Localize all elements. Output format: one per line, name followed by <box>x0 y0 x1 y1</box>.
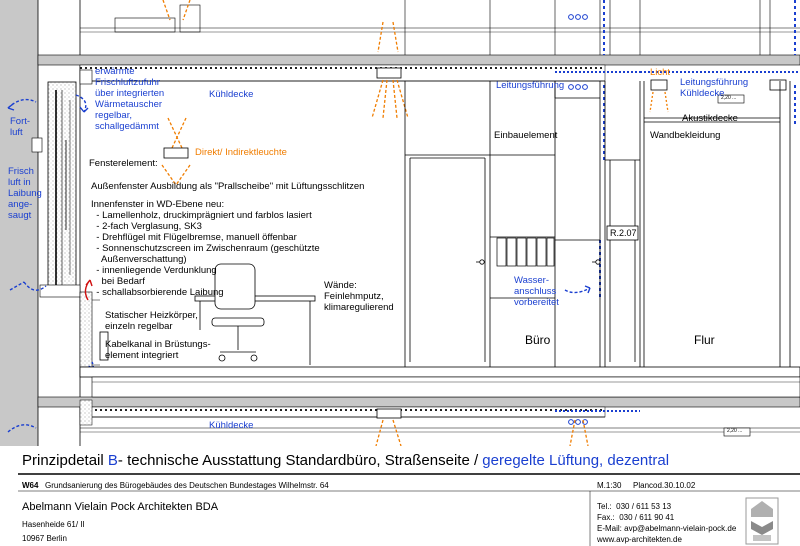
office-city: 10967 Berlin <box>22 534 67 543</box>
label-akustikdecke: Akustikdecke <box>682 113 738 124</box>
drawing-title <box>22 452 669 469</box>
label-wasseranschluss: Wasser- anschluss vorbereitet <box>514 275 559 308</box>
avp-logo <box>745 497 779 545</box>
label-leitung-kuehldecke: Leitungsführung Kühldecke <box>680 77 749 99</box>
light-orange-ticks <box>650 92 668 112</box>
project-name: Grundsanierung des Bürogebäudes des Deutschen Bundestages Wilhelmstr. 64 <box>45 481 329 490</box>
room-number: R.2.07 <box>610 228 637 238</box>
label-waende: Wände: Feinlehmputz, klimaregulierend <box>324 280 394 313</box>
room-label-buero: Büro <box>525 333 551 347</box>
label-leitungsfuehrung: Leitungsführung <box>496 80 565 91</box>
dimension-tag-bottom: 2,20 ... <box>727 428 743 434</box>
title-part-3: - technische Ausstattung Standardbüro, Straßenseite / <box>117 452 483 469</box>
dimension-tag-top: 2,20 ... <box>721 95 737 101</box>
title-part-4: geregelte Lüftung, dezentral <box>482 452 670 469</box>
label-leuchte: Direkt/ Indirektleuchte <box>195 147 287 158</box>
title-part-1: Prinzipdetail <box>22 452 108 469</box>
label-kabelkanal: Kabelkanal in Brüstungs- element integriert <box>105 339 211 361</box>
office-name: Abelmann Vielain Pock Architekten BDA <box>22 501 219 513</box>
label-aussenfenster: Außenfenster Ausbildung als "Prallscheibe" mit Lüftungsschlitzen <box>91 181 365 192</box>
label-wandbekleidung: Wandbekleidung <box>650 130 721 141</box>
office-fax: Fax.: 030 / 611 90 41 <box>597 513 675 522</box>
floor-slab <box>80 367 800 397</box>
label-einbauelement: Einbauelement <box>494 130 558 141</box>
office-street: Hasenheide 61/ II <box>22 520 85 529</box>
label-frischluft: Frisch luft in Laibung ange- saugt <box>8 166 42 221</box>
office-tel: Tel.: 030 / 611 53 13 <box>597 502 672 511</box>
shelf-binders <box>497 238 554 266</box>
room-label-flur: Flur <box>694 333 715 347</box>
plancode: Plancod.30.10.02 <box>633 481 696 490</box>
label-kuehldecke-top: Kühldecke <box>209 89 254 100</box>
label-licht: Licht <box>650 67 671 78</box>
label-heizkoerper: Statischer Heizkörper, einzeln regelbar <box>105 310 198 332</box>
scale: M.1:30 <box>597 481 622 490</box>
office-web: www.avp-architekten.de <box>597 535 682 544</box>
office-email: E-Mail: avp@abelmann-vielain-pock.de <box>597 524 737 533</box>
label-fensterelement: Fensterelement: <box>89 158 158 169</box>
title-part-2: B <box>107 452 118 469</box>
label-innenfenster-items: - Lamellenholz, druckimprägniert und farblos lasiert - 2-fach Verglasung, SK3 - Drehflügel mit Flügelbremse, manuell öffenbar - Sonnenschutzscreen im Zwischenraum (geschützte Außenverschattung) - innenliegende Verdunklung bei Bedarf - schallabsorbierende Laibung <box>96 210 320 298</box>
label-innenfenster: Innenfenster in WD-Ebene neu: <box>91 199 225 210</box>
plan-number: W64 <box>22 481 39 490</box>
label-fortluft: Fort- luft <box>10 116 31 138</box>
label-erwaermte-frischluft: erwärmte Frischluftzufuhr über integrierten Wärmetauscher regelbar, schallgedämmt <box>95 66 165 132</box>
label-kuehldecke-bottom: Kühldecke <box>209 420 254 431</box>
room-partitions <box>405 81 790 370</box>
